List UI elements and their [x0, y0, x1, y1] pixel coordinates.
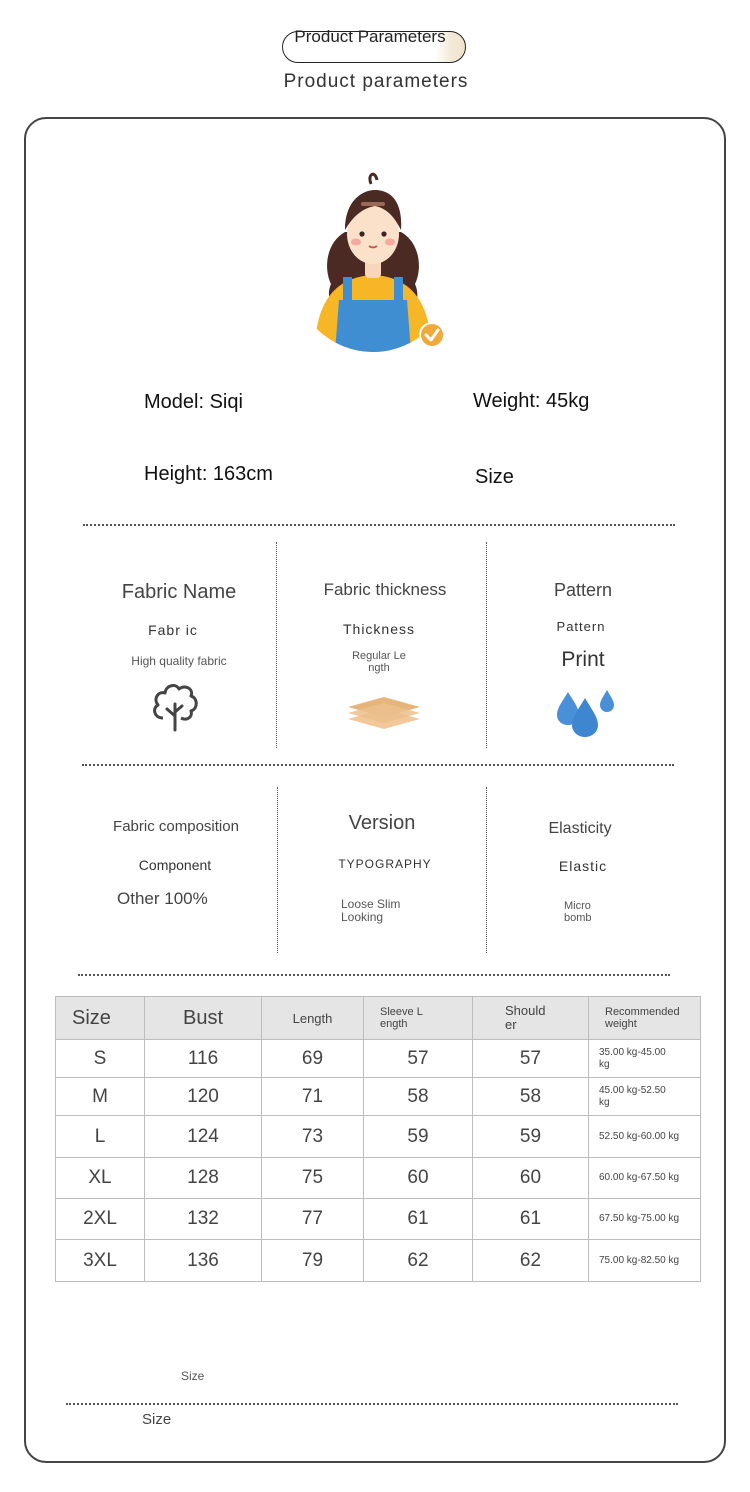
cell-length: 69 — [262, 1040, 364, 1078]
cell-sleeve: 58 — [364, 1078, 473, 1116]
weight-line2: kg — [599, 1058, 610, 1070]
header-bust: Bust — [145, 997, 262, 1040]
model-height: Height: 163cm — [144, 463, 273, 485]
elasticity-title: Elasticity — [548, 820, 612, 837]
cell-sleeve: 57 — [364, 1040, 473, 1078]
cell-length: 77 — [262, 1199, 364, 1240]
column-divider — [486, 787, 487, 953]
fabric-name-detail: High quality fabric — [131, 654, 227, 668]
header-recommended-weight — [589, 997, 701, 1040]
cell-bust: 124 — [145, 1116, 262, 1158]
weight-line2: kg — [599, 1096, 610, 1108]
fabric-thickness-title: Fabric thickness — [323, 580, 447, 599]
water-drops-icon — [554, 688, 618, 740]
cell-length: 73 — [262, 1116, 364, 1158]
fabric-thickness-detail-2: ngth — [368, 662, 390, 674]
cell-shoulder: 61 — [473, 1199, 589, 1240]
cell-shoulder: 58 — [473, 1078, 589, 1116]
header-weight-line2: weight — [605, 1018, 637, 1030]
cell-sleeve: 59 — [364, 1116, 473, 1158]
column-divider — [276, 542, 277, 748]
header-sleeve-line1: Sleeve L — [380, 1006, 423, 1018]
pattern-title: Pattern — [553, 580, 613, 600]
fabric-thickness-detail-1: Regular Le — [352, 650, 406, 662]
divider — [66, 1403, 678, 1405]
cell-length: 75 — [262, 1158, 364, 1199]
cotton-icon — [149, 680, 201, 732]
cell-shoulder: 57 — [473, 1040, 589, 1078]
header-shoulder — [473, 997, 589, 1040]
header-shoulder-line2: er — [505, 1017, 517, 1032]
layers-icon — [346, 695, 422, 733]
version-detail-2: Looking — [341, 910, 384, 924]
table-row — [56, 1040, 701, 1078]
header-length: Length — [262, 997, 364, 1040]
cell-size: XL — [56, 1158, 145, 1199]
fabric-name-sub: Fabr ic — [148, 622, 198, 638]
cell-size: 2XL — [56, 1199, 145, 1240]
footer-note-top: Size — [181, 1369, 205, 1383]
table-row — [56, 1078, 701, 1116]
section-title: Product Parameters — [294, 27, 446, 46]
header-shoulder-line1: Should — [505, 1003, 546, 1018]
fabric-composition-title: Fabric composition — [113, 818, 239, 835]
cell-size: 3XL — [56, 1240, 145, 1282]
divider — [78, 974, 670, 976]
cell-size: L — [56, 1116, 145, 1158]
header-sleeve-line2: ength — [380, 1018, 408, 1030]
version-detail-1: Loose Slim — [341, 897, 401, 911]
divider — [83, 524, 675, 526]
weight-line1: 52.50 kg-60.00 kg — [599, 1130, 680, 1142]
cell-size: S — [56, 1040, 145, 1078]
model-weight: Weight: 45kg — [473, 390, 590, 412]
section-subtitle: Product parameters — [283, 71, 469, 92]
weight-line1: 75.00 kg-82.50 kg — [599, 1254, 680, 1266]
fabric-composition-detail: Other 100% — [117, 889, 208, 908]
cell-bust: 136 — [145, 1240, 262, 1282]
weight-line1: 35.00 kg-45.00 — [599, 1046, 666, 1058]
model-name: Model: Siqi — [144, 391, 243, 413]
divider — [82, 764, 674, 766]
cell-length: 71 — [262, 1078, 364, 1116]
cell-sleeve: 61 — [364, 1199, 473, 1240]
model-size: Size — [475, 466, 514, 488]
size-table — [55, 996, 701, 1282]
cell-bust: 120 — [145, 1078, 262, 1116]
header-size: Size — [56, 997, 145, 1040]
cell-shoulder: 59 — [473, 1116, 589, 1158]
table-row — [56, 1199, 701, 1240]
model-avatar — [305, 172, 450, 357]
weight-line1: 60.00 kg-67.50 kg — [599, 1172, 680, 1183]
cell-length: 79 — [262, 1240, 364, 1282]
table-row — [56, 1116, 701, 1158]
header-weight-line1: Recommended — [605, 1006, 680, 1018]
elasticity-detail-2: bomb — [564, 912, 592, 924]
cell-weight — [589, 1199, 701, 1240]
fabric-composition-sub: Component — [138, 857, 212, 873]
version-title: Version — [348, 812, 416, 834]
weight-line1: 67.50 kg-75.00 kg — [599, 1213, 680, 1224]
header-sleeve-length — [364, 997, 473, 1040]
column-divider — [486, 542, 487, 748]
cell-sleeve: 62 — [364, 1240, 473, 1282]
cell-bust: 116 — [145, 1040, 262, 1078]
cell-size: M — [56, 1078, 145, 1116]
weight-line1: 45.00 kg-52.50 — [599, 1084, 666, 1096]
cell-weight — [589, 1116, 701, 1158]
fabric-name-title: Fabric Name — [121, 581, 237, 603]
fabric-thickness-sub: Thickness — [342, 621, 416, 637]
cell-weight — [589, 1078, 701, 1116]
cell-shoulder: 62 — [473, 1240, 589, 1282]
pattern-detail: Print — [561, 648, 605, 671]
elasticity-detail-1: Micro — [564, 900, 591, 912]
table-row — [56, 1240, 701, 1282]
cell-weight — [589, 1040, 701, 1078]
table-row — [56, 1158, 701, 1199]
footer-note-bottom: Size — [142, 1411, 172, 1428]
cell-bust: 128 — [145, 1158, 262, 1199]
cell-bust: 132 — [145, 1199, 262, 1240]
cell-weight — [589, 1158, 701, 1199]
cell-shoulder: 60 — [473, 1158, 589, 1199]
column-divider — [277, 787, 278, 953]
cell-weight — [589, 1240, 701, 1282]
version-sub: TYPOGRAPHY — [338, 857, 432, 871]
elasticity-sub: Elastic — [558, 858, 608, 874]
table-header-row — [56, 997, 701, 1040]
cell-sleeve: 60 — [364, 1158, 473, 1199]
pattern-sub: Pattern — [556, 619, 606, 634]
